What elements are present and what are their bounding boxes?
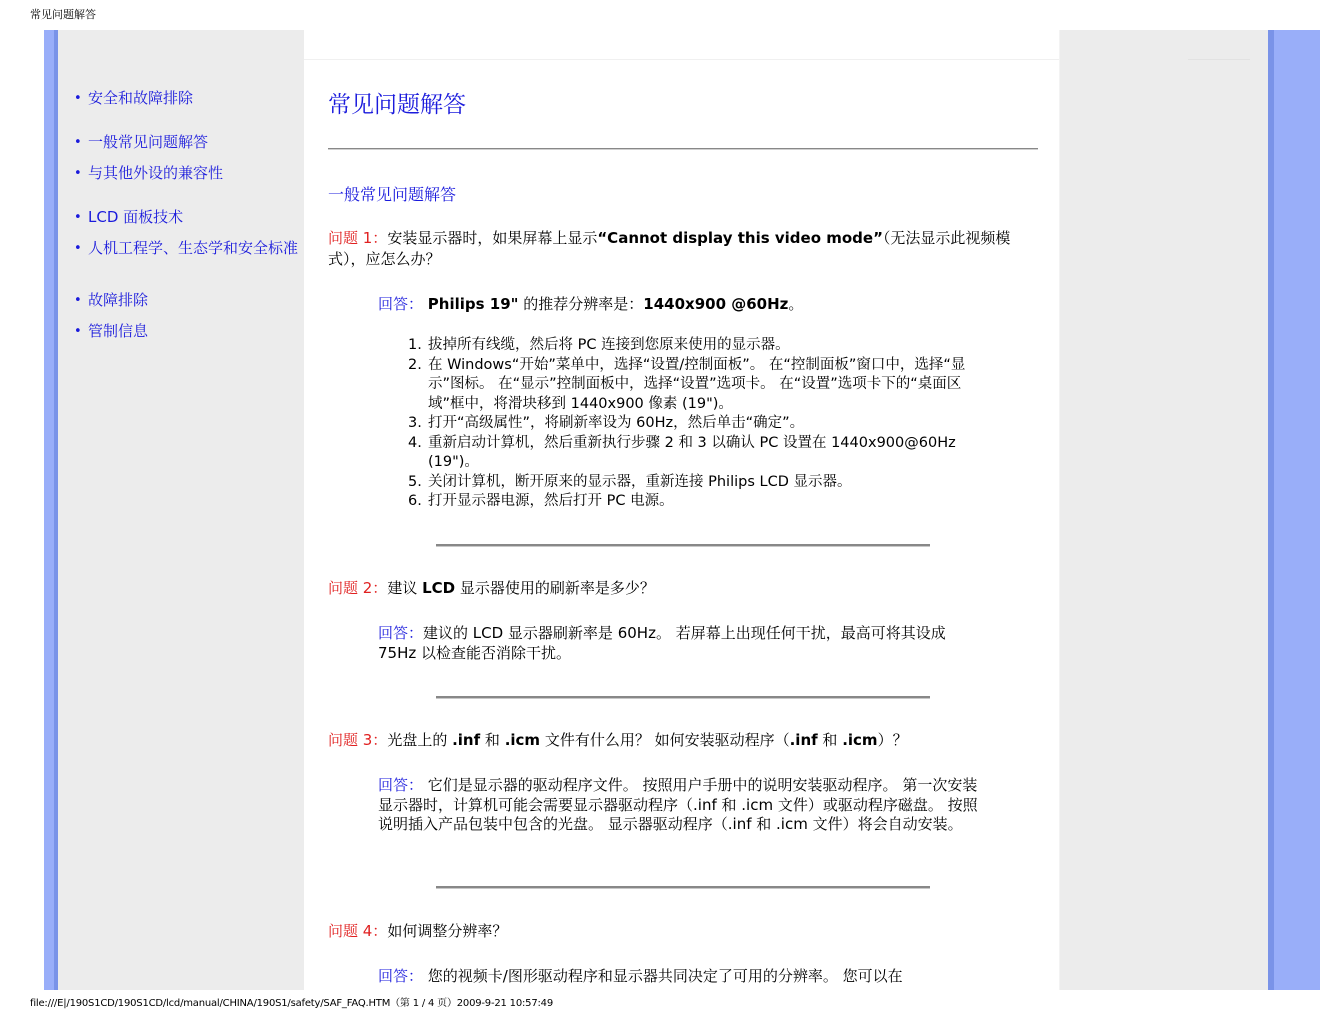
answer-resolution: 1440x900 @60Hz [643, 295, 789, 313]
answer-model: Philips 19" [427, 295, 519, 313]
question-label: 问题 3： [328, 731, 388, 749]
question-2: 问题 2：建议 LCD 显示器使用的刷新率是多少？ [328, 579, 655, 597]
bullet-icon: • [74, 91, 82, 106]
answer-1 [378, 295, 984, 315]
list-item: 5. 关闭计算机，断开原来的显示器，重新连接 Philips LCD 显示器。 [408, 473, 852, 490]
list-item: 2. 在 Windows“开始”菜单中，选择“设置/控制面板”。 在“控制面板”窗口中，选择“显示”图标。 在“显示”控制面板中，选择“设置”选项卡。 在“设置”选项卡下的“桌面区域”框中，将滑块移到 1440x900 像素 (19")。 [408, 356, 966, 412]
answer-text: 它们是显示器的驱动程序文件。 按照用户手册中的说明安装驱动程序。 第一次安装显示器时，计算机可能会需要显示器驱动程序（.inf 和 .icm 文件）或驱动程序磁盘。 按照说明插入产品包装中包含的光盘。 显示器驱动程序（.inf 和 .icm 文件）将会自动安装。 [378, 776, 978, 833]
bullet-icon: • [74, 210, 82, 225]
main-content [304, 30, 1060, 990]
sidebar-item-label[interactable]: 一般常见问题解答 [88, 133, 209, 151]
question-label: 问题 1： [328, 229, 388, 247]
question-label: 问题 4： [328, 922, 388, 940]
answer-text: 建议的 LCD 显示器刷新率是 60Hz。 若屏幕上出现任何干扰，最高可将其设成 75Hz 以检查能否消除干扰。 [378, 624, 946, 662]
bullet-icon: • [74, 293, 82, 308]
divider [436, 544, 930, 547]
sidebar-item-label[interactable]: 故障排除 [88, 291, 149, 309]
sidebar [58, 30, 304, 990]
divider [328, 148, 1038, 150]
section-title: 一般常见问题解答 [328, 185, 457, 204]
bullet-icon: • [74, 324, 82, 339]
bullet-icon: • [74, 135, 82, 150]
sidebar-item-troubleshooting[interactable] [74, 290, 299, 311]
sidebar-item-label[interactable]: LCD 面板技术 [88, 208, 184, 226]
list-item: 4. 重新启动计算机，然后重新执行步骤 2 和 3 以确认 PC 设置在 1440x900@60Hz (19")。 [408, 434, 956, 470]
right-blue-frame [1268, 30, 1320, 990]
left-blue-frame [44, 30, 58, 990]
answer-label: 回答： [378, 295, 424, 313]
answer-label: 回答： [378, 776, 424, 794]
sidebar-item-general-faq[interactable] [74, 132, 299, 153]
question-text: 安装显示器时，如果屏幕上显示 [387, 229, 598, 247]
print-footer: file:///E|/190S1CD/190S1CD/lcd/manual/CHINA/190S1/safety/SAF_FAQ.HTM（第 1 / 4 页）2009-9-21 10:57:49 [30, 998, 553, 1009]
answer-2 [378, 624, 984, 663]
answer-3 [378, 776, 984, 835]
question-4 [328, 921, 1028, 942]
question-3: 问题 3：光盘上的 .inf 和 .icm 文件有什么用？ 如何安装驱动程序（.inf 和 .icm）？ [328, 731, 908, 749]
sidebar-item-regulatory[interactable] [74, 321, 299, 342]
answer-text: 您的视频卡/图形驱动程序和显示器共同决定了可用的分辨率。 您可以在 [423, 967, 903, 985]
question-text: 如何调整分辨率？ [387, 922, 508, 940]
steps-list [408, 336, 968, 512]
answer-label: 回答： [378, 967, 424, 985]
question-text: （无法显示此视频模式），应怎么办？ [328, 229, 1011, 268]
sidebar-item-compatibility[interactable] [74, 163, 299, 184]
page-title: 常见问题解答 [328, 92, 466, 118]
sidebar-item-ergonomics[interactable] [74, 238, 299, 259]
question-label: 问题 2： [328, 579, 388, 597]
sidebar-item-lcd-tech[interactable] [74, 207, 299, 228]
answer-text: 。 [788, 295, 804, 313]
question-text-bold: “Cannot display this video mode” [597, 229, 883, 247]
divider [436, 886, 930, 889]
divider [436, 696, 930, 699]
list-item: 6. 打开显示器电源，然后打开 PC 电源。 [408, 493, 674, 509]
right-margin-panel [1060, 30, 1268, 990]
bullet-icon: • [74, 166, 82, 181]
sidebar-item-label[interactable]: 管制信息 [88, 322, 149, 340]
answer-4 [378, 967, 984, 987]
sidebar-item-label[interactable]: 安全和故障排除 [88, 89, 194, 107]
bullet-icon: • [74, 241, 82, 256]
list-item: 3. 打开“高级属性”，将刷新率设为 60Hz，然后单击“确定”。 [408, 415, 805, 431]
answer-label: 回答： [378, 624, 424, 642]
sidebar-item-label[interactable]: 与其他外设的兼容性 [88, 164, 224, 182]
sidebar-item-safety[interactable] [74, 88, 299, 109]
answer-text: 的推荐分辨率是： [518, 295, 644, 313]
question-1 [328, 228, 1028, 270]
print-header: 常见问题解答 [30, 8, 96, 21]
sidebar-item-label[interactable]: 人机工程学、生态学和安全标准 [88, 239, 299, 257]
list-item: 1. 拔掉所有线缆，然后将 PC 连接到您原来使用的显示器。 [408, 337, 790, 353]
